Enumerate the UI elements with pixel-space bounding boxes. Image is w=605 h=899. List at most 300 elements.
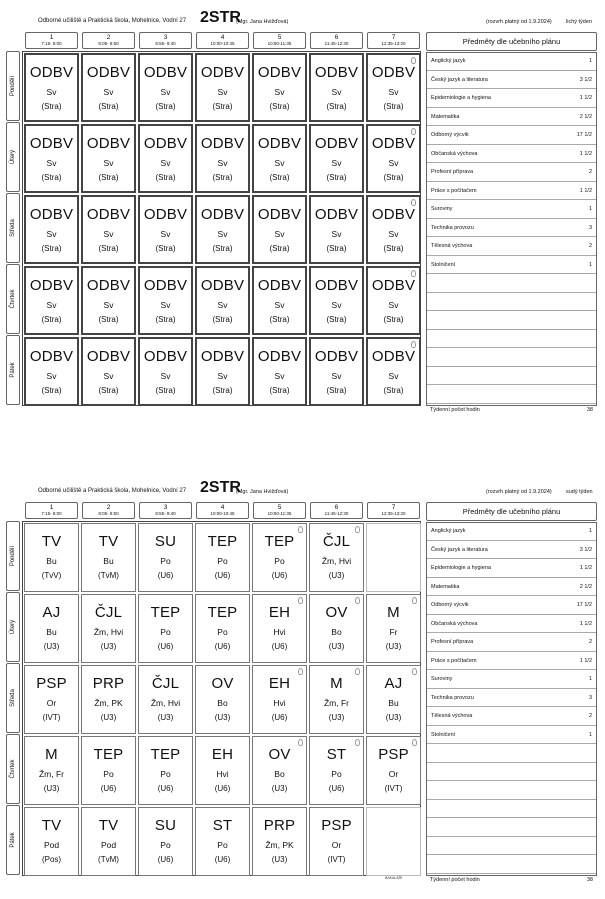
lesson-cell[interactable] <box>252 594 307 663</box>
day-label: Pondělí <box>10 545 16 567</box>
lightbulb-icon <box>411 341 416 348</box>
subject-name: Odborný výcvik <box>431 132 469 138</box>
lesson-room: (U6) <box>157 571 174 580</box>
lesson-cell[interactable] <box>195 53 250 122</box>
day-label: Pátek <box>10 362 16 378</box>
lesson-subject: ODBV <box>314 348 359 365</box>
lesson-cell[interactable] <box>366 53 421 122</box>
subject-name: Matematika <box>431 583 460 590</box>
lesson-cell[interactable] <box>366 266 421 335</box>
lesson-teacher: Sv <box>388 158 399 168</box>
subject-hours: 1 <box>588 261 592 268</box>
day-label-box <box>6 734 20 804</box>
lesson-room: (IVT) <box>384 784 403 793</box>
lesson-teacher: Žm, Hvi <box>93 627 124 637</box>
subject-name: Technika provozu <box>431 694 474 701</box>
day-label: Čtvrtek <box>10 759 16 779</box>
lightbulb-icon <box>412 668 417 675</box>
lesson-teacher: Sv <box>274 229 285 239</box>
lightbulb-icon <box>355 668 360 675</box>
lesson-cell[interactable] <box>24 266 79 335</box>
total-hours: 38 <box>586 407 593 413</box>
lesson-cell[interactable] <box>81 337 136 406</box>
lesson-cell[interactable] <box>24 195 79 264</box>
subject-name: Stolničení <box>431 731 456 738</box>
lesson-teacher: Sv <box>217 300 228 310</box>
lesson-subject: ODBV <box>86 277 131 294</box>
subject-row <box>427 183 596 201</box>
period-number: 7 <box>391 504 396 511</box>
day-column <box>6 51 22 406</box>
lesson-subject: ODBV <box>143 348 188 365</box>
subject-name: Suroviny <box>431 206 453 212</box>
day-label: Úterý <box>10 619 16 635</box>
subject-name: Epidemiologie a hygiena <box>431 565 491 571</box>
lesson-cell[interactable] <box>309 53 364 122</box>
subject-hours: 1 1/2 <box>579 620 592 627</box>
lightbulb-icon <box>355 526 360 533</box>
subjects-panel <box>426 32 597 418</box>
lesson-subject: ODBV <box>200 348 245 365</box>
subject-hours: 1 <box>588 58 592 64</box>
lesson-cell[interactable] <box>81 124 136 193</box>
subject-name: Tělesná výchova <box>431 713 473 719</box>
lesson-subject: ODBV <box>143 64 188 81</box>
total-label: Týdenní počet hodin <box>430 877 480 883</box>
lesson-cell[interactable] <box>24 807 79 876</box>
lesson-teacher: Sv <box>46 229 57 239</box>
lesson-teacher: Sv <box>388 371 399 381</box>
lesson-teacher: Sv <box>331 371 342 381</box>
lesson-room: (U6) <box>271 642 288 651</box>
lesson-subject: PRP <box>92 675 125 692</box>
lesson-teacher: Sv <box>217 371 228 381</box>
period-number: 5 <box>277 34 282 41</box>
period-number: 5 <box>277 504 282 511</box>
lesson-subject: ODBV <box>257 206 302 223</box>
subject-hours: 2 <box>588 243 592 249</box>
lesson-room: (U3) <box>100 713 117 722</box>
lesson-teacher: Sv <box>388 87 399 97</box>
lesson-subject: PRP <box>263 817 296 834</box>
lesson-cell[interactable] <box>309 665 364 734</box>
lesson-room: (Stra) <box>326 244 347 253</box>
lesson-cell[interactable] <box>195 124 250 193</box>
subject-row <box>427 275 596 293</box>
period-time: 8:05- 8:50 <box>98 511 119 516</box>
lesson-room: (Stra) <box>212 386 233 395</box>
lesson-cell[interactable] <box>138 53 193 122</box>
lesson-subject: ST <box>326 746 347 763</box>
lesson-room: (Stra) <box>212 102 233 111</box>
lesson-cell[interactable] <box>252 665 307 734</box>
day-label-box <box>6 335 20 405</box>
period-header-row <box>22 502 421 521</box>
class-teacher: (Mgr. Jana Hvižďová) <box>236 489 289 495</box>
lesson-subject: ODBV <box>86 206 131 223</box>
lesson-cell[interactable] <box>195 736 250 805</box>
period-time: 10:00-10:45 <box>210 511 235 516</box>
subject-hours: 1 <box>588 676 592 682</box>
lesson-subject: ODBV <box>314 277 359 294</box>
lesson-subject: ODBV <box>371 277 416 294</box>
lesson-cell[interactable] <box>138 195 193 264</box>
lesson-room: (U6) <box>271 713 288 722</box>
subject-row <box>427 164 596 182</box>
lightbulb-icon <box>411 128 416 135</box>
lesson-room: (Stra) <box>98 315 119 324</box>
subjects-panel <box>426 502 597 888</box>
period-number: 4 <box>220 34 225 41</box>
lesson-cell[interactable] <box>309 266 364 335</box>
lesson-cell[interactable] <box>81 736 136 805</box>
lesson-cell[interactable] <box>81 665 136 734</box>
subject-hours: 1 <box>588 206 592 212</box>
lesson-room: (U3) <box>328 713 345 722</box>
lesson-room: (Stra) <box>212 244 233 253</box>
lesson-cell[interactable] <box>309 736 364 805</box>
subject-row <box>427 745 596 763</box>
lesson-cell[interactable] <box>81 523 136 592</box>
school-name: Odborné učiliště a Praktická škola, Mohelnice, Vodní 27 <box>38 488 187 494</box>
lesson-room: (U3) <box>385 713 402 722</box>
lesson-cell[interactable] <box>366 594 421 663</box>
lesson-teacher: Žm, Hvi <box>150 698 181 708</box>
subject-row <box>427 90 596 108</box>
lesson-teacher: Sv <box>103 229 114 239</box>
lesson-room: (U6) <box>157 855 174 864</box>
lesson-subject: ODBV <box>200 64 245 81</box>
lesson-cell[interactable] <box>81 807 136 876</box>
day-label: Pátek <box>10 832 16 848</box>
lesson-teacher: Žm, PK <box>94 698 123 708</box>
lesson-cell[interactable] <box>252 736 307 805</box>
lesson-subject: TEP <box>207 533 238 550</box>
subject-name: Profesní příprava <box>431 639 474 645</box>
lesson-cell[interactable] <box>24 665 79 734</box>
subject-row <box>427 201 596 219</box>
lesson-cell[interactable] <box>195 266 250 335</box>
lesson-subject: PSP <box>36 675 67 692</box>
class-name: 2STR <box>200 9 241 26</box>
period-time: 7:15- 8:00 <box>41 511 62 516</box>
lesson-cell[interactable] <box>24 53 79 122</box>
subject-row <box>427 349 596 367</box>
lesson-cell[interactable] <box>195 337 250 406</box>
lesson-teacher: Sv <box>160 87 171 97</box>
subject-row <box>427 708 596 726</box>
lesson-teacher: Žm, Fr <box>323 698 350 708</box>
day-label: Středa <box>10 689 16 707</box>
lesson-cell[interactable] <box>309 195 364 264</box>
lesson-subject: M <box>330 675 343 692</box>
day-label-box <box>6 592 20 662</box>
lesson-subject: TEP <box>150 746 181 763</box>
period-number: 3 <box>163 504 168 511</box>
lesson-cell[interactable] <box>252 523 307 592</box>
lesson-cell[interactable] <box>252 337 307 406</box>
lesson-cell[interactable] <box>195 195 250 264</box>
lesson-subject: ODBV <box>257 135 302 152</box>
subject-row <box>427 127 596 145</box>
lesson-subject: ČJL <box>151 675 180 692</box>
lesson-cell[interactable] <box>252 807 307 876</box>
lesson-teacher: Bu <box>46 556 57 566</box>
lesson-teacher: Žm, Hvi <box>321 556 352 566</box>
lesson-cell[interactable] <box>309 807 364 876</box>
lesson-subject: TEP <box>264 533 295 550</box>
lesson-cell[interactable] <box>366 337 421 406</box>
lesson-room: (Stra) <box>41 173 62 182</box>
lesson-room: (Stra) <box>155 173 176 182</box>
period-header <box>253 32 306 49</box>
lesson-cell[interactable] <box>195 665 250 734</box>
lesson-cell[interactable] <box>138 266 193 335</box>
lesson-teacher: Po <box>160 840 171 850</box>
lesson-cell[interactable] <box>138 594 193 663</box>
lesson-room: (IVT) <box>42 713 61 722</box>
subject-row <box>427 579 596 597</box>
subject-hours: 2 <box>588 639 592 645</box>
subject-row <box>427 764 596 782</box>
period-header <box>82 502 135 519</box>
subject-name: Stolničení <box>431 261 456 268</box>
lesson-cell[interactable] <box>81 594 136 663</box>
lesson-teacher: Sv <box>331 229 342 239</box>
lesson-teacher: Sv <box>160 300 171 310</box>
lesson-subject: AJ <box>42 604 61 621</box>
day-label-box <box>6 193 20 263</box>
lesson-subject: ST <box>212 817 233 834</box>
period-number: 1 <box>49 34 54 41</box>
subject-name: Anglický jazyk <box>431 528 466 534</box>
lesson-cell[interactable] <box>81 53 136 122</box>
lesson-subject: ODBV <box>257 348 302 365</box>
subject-name: Práce s počítačem <box>431 187 477 194</box>
subject-row <box>427 312 596 330</box>
period-time: 7:15- 8:00 <box>41 41 62 46</box>
lightbulb-icon <box>411 270 416 277</box>
lesson-cell[interactable] <box>138 665 193 734</box>
subject-row <box>427 53 596 71</box>
lesson-cell[interactable] <box>366 195 421 264</box>
lesson-teacher: Bu <box>103 556 114 566</box>
subject-hours: 1 <box>588 731 592 738</box>
period-header <box>310 32 363 49</box>
lesson-room: (Stra) <box>41 102 62 111</box>
subject-row <box>427 819 596 837</box>
subject-hours: 3 1/2 <box>579 76 592 83</box>
lesson-cell[interactable] <box>138 807 193 876</box>
lesson-cell[interactable] <box>195 523 250 592</box>
lesson-teacher: Bu <box>388 698 399 708</box>
lesson-room: (U6) <box>100 784 117 793</box>
lesson-room: (Stra) <box>269 244 290 253</box>
subject-row <box>427 653 596 671</box>
period-time: 11:45-12:30 <box>324 511 349 516</box>
lesson-room: (Stra) <box>326 315 347 324</box>
subject-row <box>427 109 596 127</box>
subject-row <box>427 690 596 708</box>
lesson-cell[interactable] <box>24 337 79 406</box>
lesson-room: (TvM) <box>98 855 119 864</box>
lesson-cell[interactable] <box>24 736 79 805</box>
period-number: 2 <box>106 34 111 41</box>
day-label-box <box>6 663 20 733</box>
subject-row <box>427 257 596 275</box>
weekly-total <box>426 400 597 418</box>
subject-row <box>427 523 596 541</box>
subject-row <box>427 331 596 349</box>
period-header-row <box>22 32 421 51</box>
subjects-list <box>426 52 597 406</box>
lesson-teacher: Fr <box>389 627 398 637</box>
lesson-subject: OV <box>325 604 348 621</box>
lesson-cell[interactable] <box>252 124 307 193</box>
lesson-room: (Stra) <box>41 315 62 324</box>
period-header <box>253 502 306 519</box>
day-label: Úterý <box>10 149 16 165</box>
lesson-cell[interactable] <box>195 594 250 663</box>
day-label-box <box>6 122 20 192</box>
brand-logo: BAKALÁŘI <box>385 876 403 880</box>
period-header <box>196 32 249 49</box>
lesson-subject: PSP <box>378 746 409 763</box>
subject-name: Matematika <box>431 113 460 120</box>
lesson-subject: ODBV <box>86 64 131 81</box>
lesson-cell[interactable] <box>138 337 193 406</box>
lesson-cell[interactable] <box>138 736 193 805</box>
subject-hours: 2 <box>588 713 592 719</box>
lightbulb-icon <box>411 57 416 64</box>
lesson-cell[interactable] <box>309 337 364 406</box>
subject-hours: 1 <box>588 528 592 534</box>
period-header <box>139 502 192 519</box>
lesson-room: (Stra) <box>155 386 176 395</box>
lesson-cell[interactable] <box>252 53 307 122</box>
lesson-cell[interactable] <box>366 124 421 193</box>
lesson-grid <box>22 521 421 876</box>
lesson-room: (Stra) <box>41 244 62 253</box>
lesson-subject: ODBV <box>29 277 74 294</box>
subject-row <box>427 146 596 164</box>
lesson-room: (Stra) <box>383 173 404 182</box>
lightbulb-icon <box>412 739 417 746</box>
lesson-cell[interactable] <box>252 266 307 335</box>
lesson-subject: ČJL <box>94 604 123 621</box>
lesson-cell[interactable] <box>81 266 136 335</box>
validity-note: (rozvrh platný od 1.9.2024) <box>486 19 552 25</box>
week-type: sudý týden <box>566 489 593 495</box>
lesson-cell[interactable] <box>195 807 250 876</box>
subject-hours: 1 1/2 <box>579 150 592 157</box>
lesson-subject: ODBV <box>86 135 131 152</box>
subject-hours: 17 1/2 <box>576 602 592 608</box>
lesson-room: (Stra) <box>98 244 119 253</box>
lightbulb-icon <box>298 597 303 604</box>
lesson-teacher: Bo <box>217 698 228 708</box>
lesson-subject: ODBV <box>200 277 245 294</box>
lesson-teacher: Sv <box>160 229 171 239</box>
empty-lesson-cell <box>366 807 421 876</box>
lesson-teacher: Sv <box>103 87 114 97</box>
lesson-room: (Stra) <box>269 315 290 324</box>
empty-lesson-cell <box>366 523 421 592</box>
lesson-cell[interactable] <box>309 523 364 592</box>
lesson-subject: ODBV <box>371 206 416 223</box>
subject-row <box>427 368 596 386</box>
lightbulb-icon <box>355 597 360 604</box>
lesson-cell[interactable] <box>252 195 307 264</box>
lesson-subject: SU <box>154 817 177 834</box>
lesson-teacher: Bu <box>46 627 57 637</box>
lesson-cell[interactable] <box>138 124 193 193</box>
subjects-list <box>426 522 597 876</box>
lesson-room: (Stra) <box>269 173 290 182</box>
lesson-teacher: Sv <box>46 300 57 310</box>
lesson-cell[interactable] <box>138 523 193 592</box>
lesson-subject: EH <box>268 604 291 621</box>
lesson-cell[interactable] <box>24 523 79 592</box>
lesson-cell[interactable] <box>24 594 79 663</box>
subject-name: Anglický jazyk <box>431 58 466 64</box>
lesson-room: (U3) <box>100 642 117 651</box>
lightbulb-icon <box>298 526 303 533</box>
lesson-room: (Pos) <box>41 855 62 864</box>
subject-row <box>427 597 596 615</box>
lesson-room: (U3) <box>328 571 345 580</box>
lesson-cell[interactable] <box>24 124 79 193</box>
lesson-subject: ODBV <box>371 64 416 81</box>
lesson-room: (U6) <box>157 784 174 793</box>
lesson-subject: ODBV <box>86 348 131 365</box>
lesson-teacher: Sv <box>274 158 285 168</box>
lesson-room: (Stra) <box>41 386 62 395</box>
lesson-room: (Stra) <box>155 244 176 253</box>
subject-row <box>427 560 596 578</box>
lesson-room: (TvM) <box>98 571 119 580</box>
lesson-cell[interactable] <box>366 665 421 734</box>
lesson-cell[interactable] <box>81 195 136 264</box>
lesson-cell[interactable] <box>309 594 364 663</box>
subject-hours: 1 1/2 <box>579 657 592 664</box>
period-time: 8:55- 9:40 <box>155 511 176 516</box>
lesson-room: (Stra) <box>212 315 233 324</box>
period-header <box>139 32 192 49</box>
lesson-cell[interactable] <box>309 124 364 193</box>
lesson-room: (Stra) <box>269 386 290 395</box>
period-number: 6 <box>334 34 339 41</box>
lesson-room: (U6) <box>214 855 231 864</box>
lightbulb-icon <box>298 668 303 675</box>
lesson-room: (TvV) <box>41 571 62 580</box>
lesson-subject: OV <box>268 746 291 763</box>
lesson-cell[interactable] <box>366 736 421 805</box>
subject-hours: 3 <box>588 224 592 231</box>
lesson-subject: ODBV <box>371 348 416 365</box>
lesson-teacher: Po <box>217 556 228 566</box>
lesson-room: (U3) <box>271 855 288 864</box>
lesson-subject: ODBV <box>29 206 74 223</box>
period-number: 4 <box>220 504 225 511</box>
lesson-teacher: Or <box>46 698 57 708</box>
subject-row <box>427 72 596 90</box>
lesson-teacher: Sv <box>331 300 342 310</box>
subject-name: Odborný výcvik <box>431 602 469 608</box>
subject-row <box>427 634 596 652</box>
lesson-room: (U6) <box>214 784 231 793</box>
lesson-teacher: Bo <box>274 769 285 779</box>
